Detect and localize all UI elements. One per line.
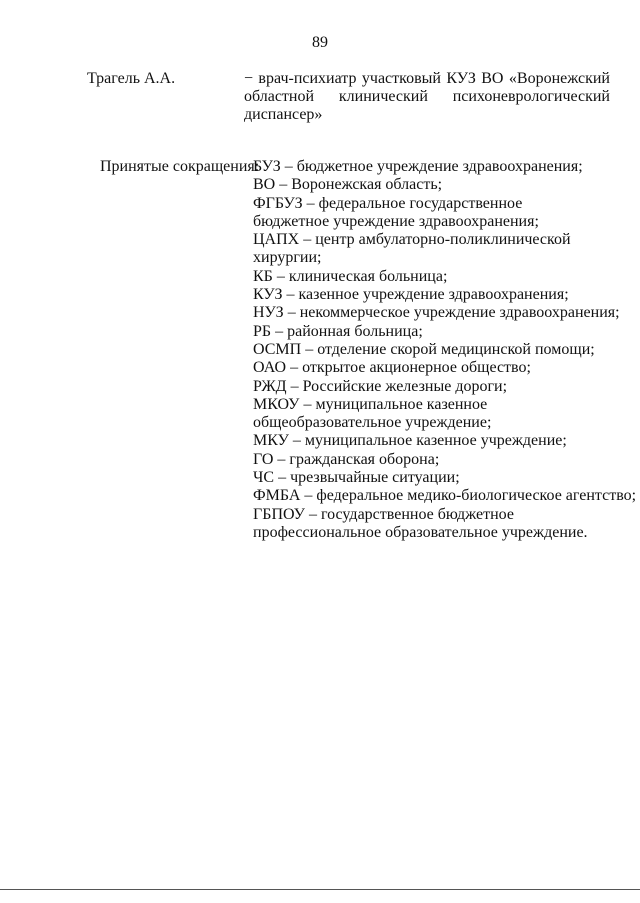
author-description <box>244 70 610 124</box>
page-bottom-divider <box>0 889 640 890</box>
abbreviation-line: РЖД – Российские железные дороги; <box>253 377 508 395</box>
abbreviation-line: ЧС – чрезвычайные ситуации; <box>253 469 460 487</box>
abbreviation-line: профессиональное образовательное учреждение. <box>253 523 588 541</box>
page-number: 89 <box>312 34 328 51</box>
abbreviation-line: ГБПОУ – государственное бюджетное <box>253 505 514 523</box>
abbreviations-list <box>253 158 636 542</box>
abbreviation-line: КБ – клиническая больница; <box>253 267 448 285</box>
abbreviation-line: КУЗ – казенное учреждение здравоохранения; <box>253 286 569 304</box>
abbreviation-line: МКОУ – муниципальное казенное <box>253 395 488 413</box>
abbreviation-line: ЦАПХ – центр амбулаторно-поликлинической <box>253 231 571 249</box>
abbreviation-line: НУЗ – некоммерческое учреждение здравоохранения; <box>253 304 620 322</box>
abbreviation-line: ОАО – открытое акционерное общество; <box>253 359 531 377</box>
abbreviation-line: БУЗ – бюджетное учреждение здравоохранения; <box>253 158 583 175</box>
abbreviation-line: хирургии; <box>253 249 322 267</box>
author-name: Трагель А.А. <box>87 70 176 87</box>
abbreviation-line: ВО – Воронежская область; <box>253 176 443 194</box>
abbreviation-line: ФМБА – федеральное медико-биологическое агентство; <box>253 487 637 505</box>
abbreviation-line: ОСМП – отделение скорой медицинской помощи; <box>253 340 595 358</box>
abbreviation-line: бюджетное учреждение здравоохранения; <box>253 212 539 230</box>
author-description-line: − врач-психиатр участковый КУЗ ВО «Воронежский <box>244 70 610 87</box>
abbreviation-line: МКУ – муниципальное казенное учреждение; <box>253 432 567 450</box>
author-description-line: областной клинический психоневрологический <box>244 88 610 105</box>
abbreviation-line: общеобразовательное учреждение; <box>253 414 492 432</box>
author-description-line: диспансер» <box>244 106 323 123</box>
abbreviations-label: Принятые сокращения: <box>100 158 260 175</box>
abbreviation-line: ГО – гражданская оборона; <box>253 450 440 468</box>
abbreviation-line: ФГБУЗ – федеральное государственное <box>253 194 523 212</box>
abbreviation-line: РБ – районная больница; <box>253 322 423 340</box>
